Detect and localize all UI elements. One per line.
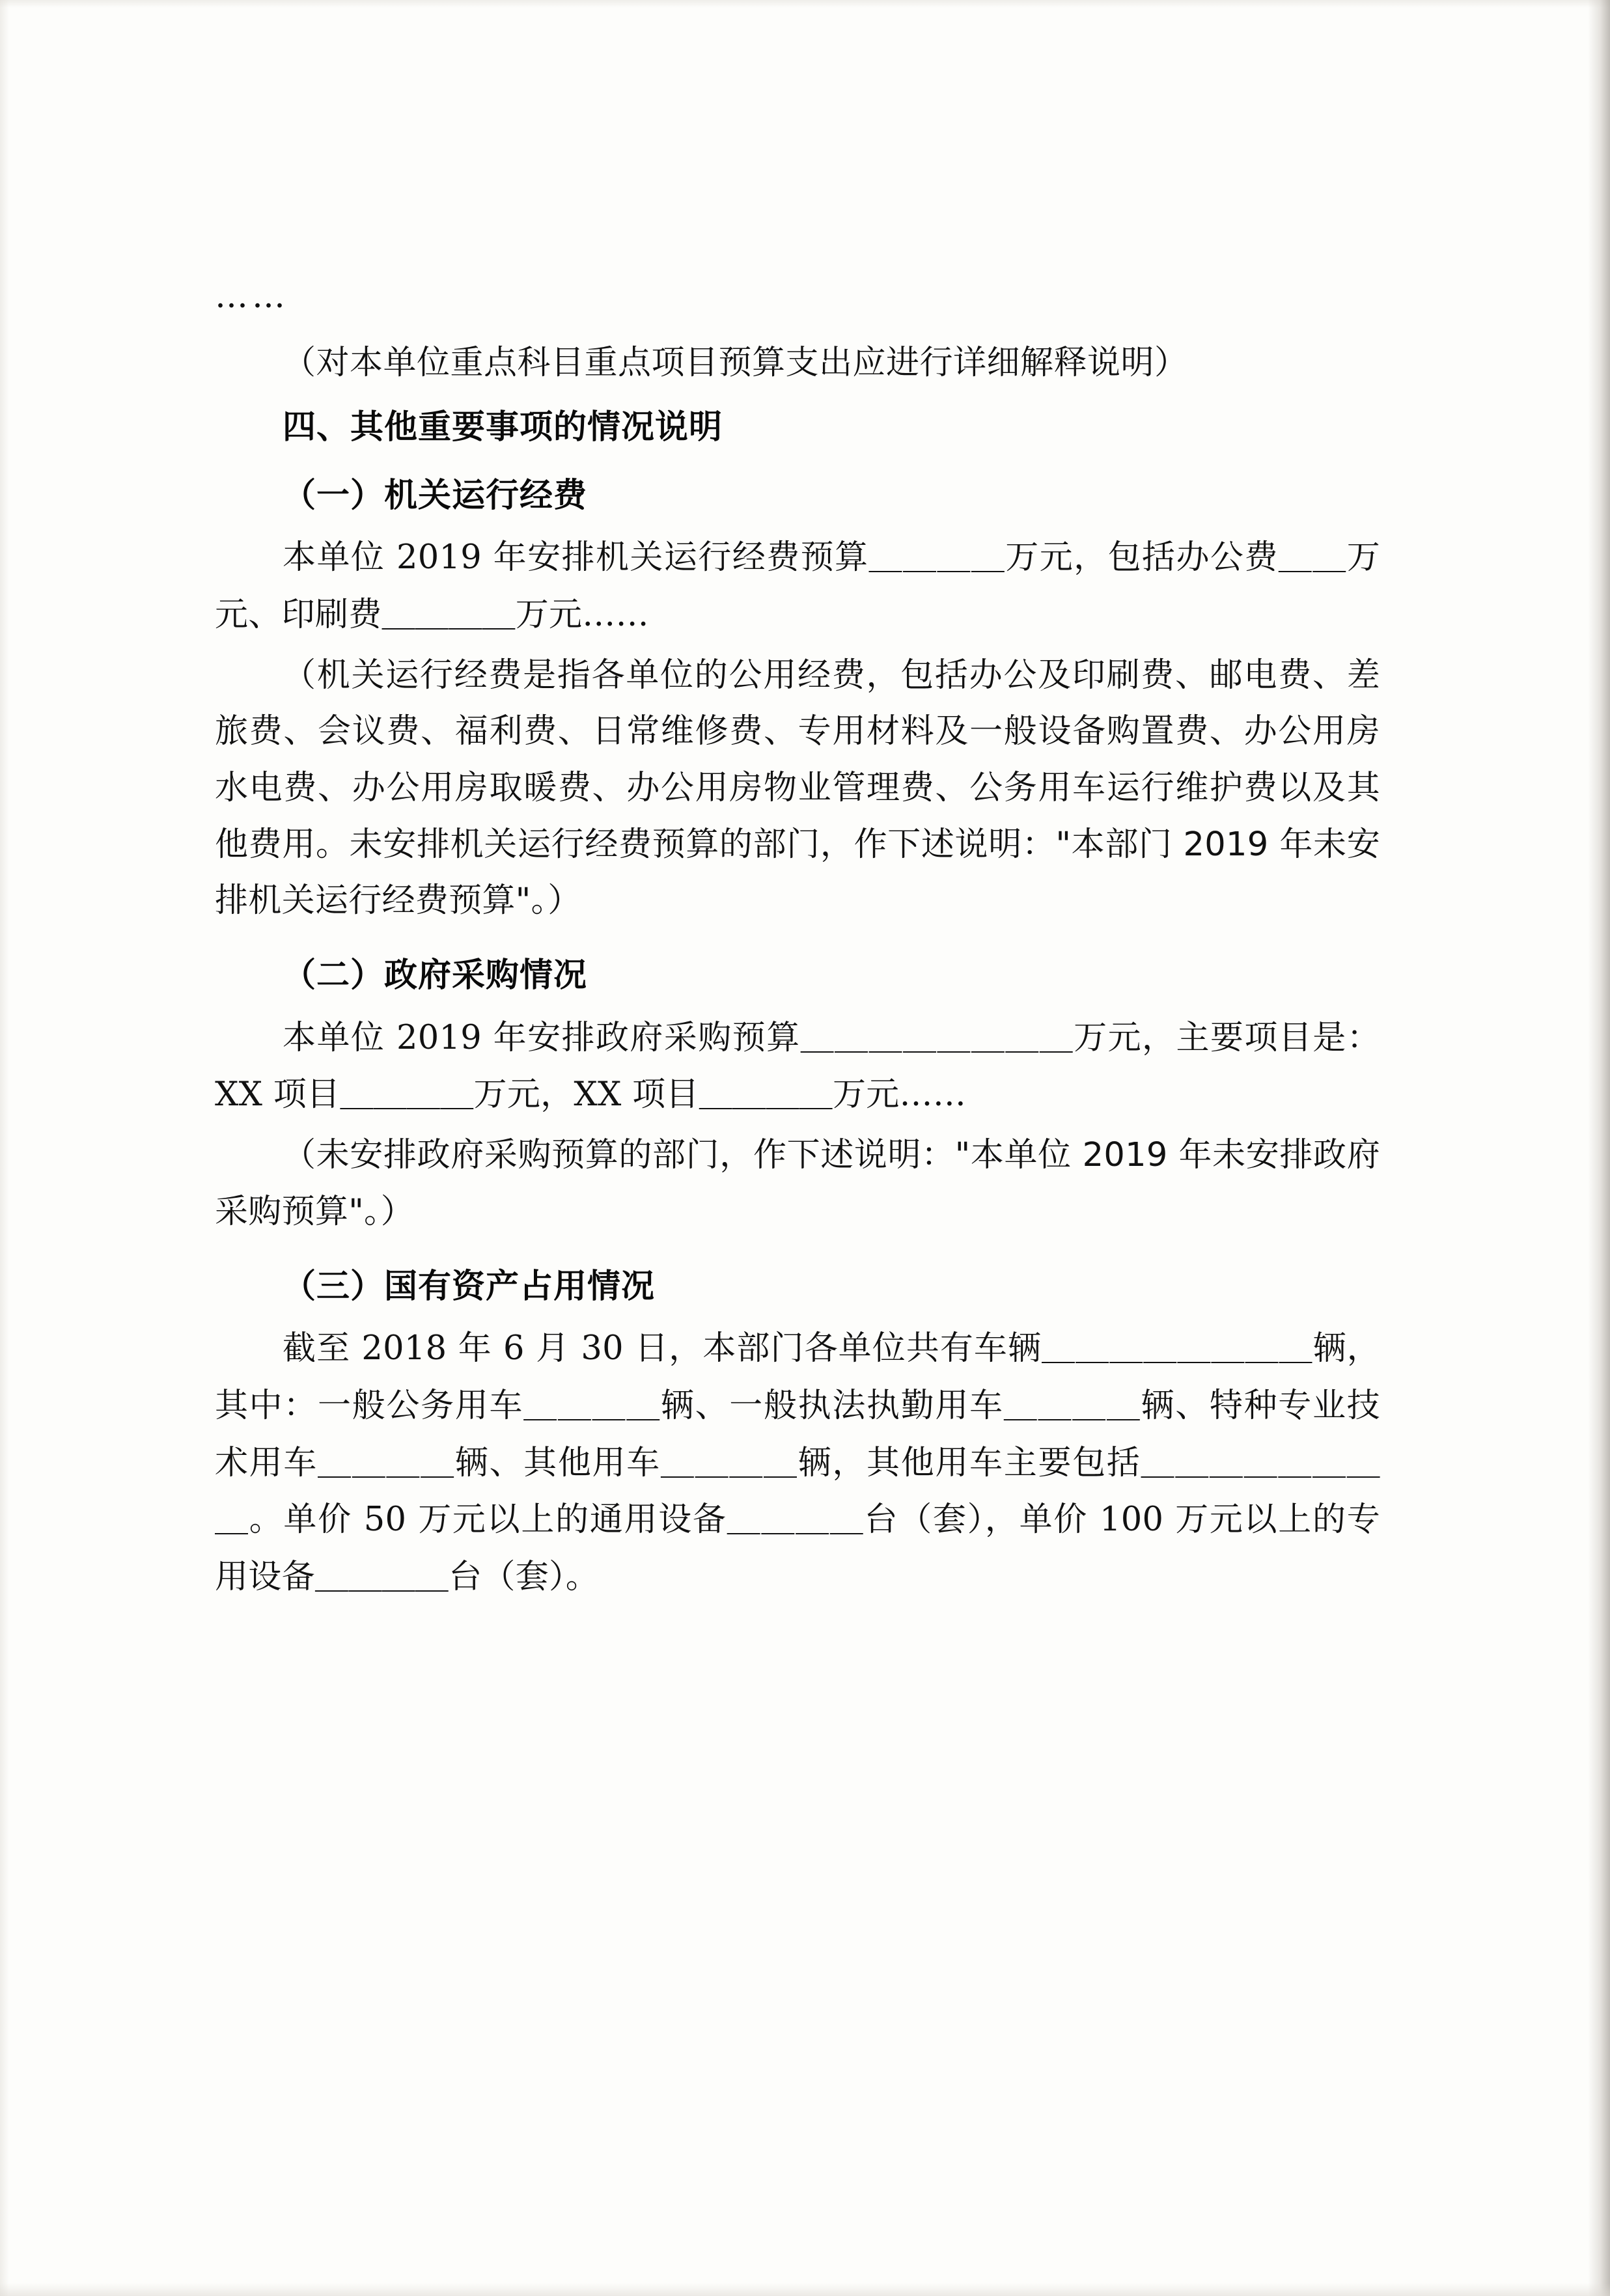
scan-edge-bottom — [0, 2283, 1610, 2296]
subsection-2-paragraph-2: （未安排政府采购预算的部门，作下述说明："本单位 2019 年未安排政府采购预算"。） — [215, 1136, 1380, 1231]
subsection-state-assets — [215, 1260, 1380, 1606]
subsection-heading-2: （二）政府采购情况 — [283, 956, 588, 995]
section-heading-four: 四、其他重要事项的情况说明 — [283, 408, 723, 447]
subsection-heading-1: （一）机关运行经费 — [283, 476, 588, 515]
subsection-2-paragraph-1: 本单位 2019 年安排政府采购预算＿＿＿＿＿＿＿＿万元，主要项目是：XX 项目＿＿＿＿万元，XX 项目＿＿＿＿万元…… — [215, 1018, 1380, 1114]
scan-edge-top — [0, 0, 1610, 8]
subsection-operating-expenses — [215, 469, 1380, 930]
scan-edge-left — [0, 0, 9, 2296]
subsection-3-paragraph-1: 截至 2018 年 6 月 30 日，本部门各单位共有车辆＿＿＿＿＿＿＿＿辆，其中：一般公务用车＿＿＿＿辆、一般执法执勤用车＿＿＿＿辆、特种专业技术用车＿＿＿＿辆、其他用车＿＿＿＿辆，其他用车主要包括＿＿＿＿＿＿＿＿。单价 50 万元以上的通用设备＿＿＿＿台（套），单价 100 万元以上的专用设备＿＿＿＿台（套）。 — [215, 1329, 1380, 1596]
document-body — [215, 273, 1380, 1625]
subsection-1-paragraph-2: （机关运行经费是指各单位的公用经费，包括办公及印刷费、邮电费、差旅费、会议费、福利费、日常维修费、专用材料及一般设备购置费、办公用房水电费、办公用房取暖费、办公用房物业管理费、公务用车运行维护费以及其他费用。未安排机关运行经费预算的部门，作下述说明："本部门 2019 年未安排机关运行经费预算"。） — [215, 656, 1380, 920]
explanatory-note: （对本单位重点科目重点项目预算支出应进行详细解释说明） — [283, 344, 1188, 383]
subsection-government-procurement — [215, 949, 1380, 1240]
subsection-heading-3: （三）国有资产占用情况 — [283, 1267, 656, 1306]
ellipsis-marker: …… — [215, 277, 289, 316]
subsection-1-paragraph-1: 本单位 2019 年安排机关运行经费预算＿＿＿＿万元，包括办公费＿＿万元、印刷费＿＿＿＿万元…… — [215, 538, 1380, 634]
scan-edge-right — [1588, 0, 1610, 2296]
